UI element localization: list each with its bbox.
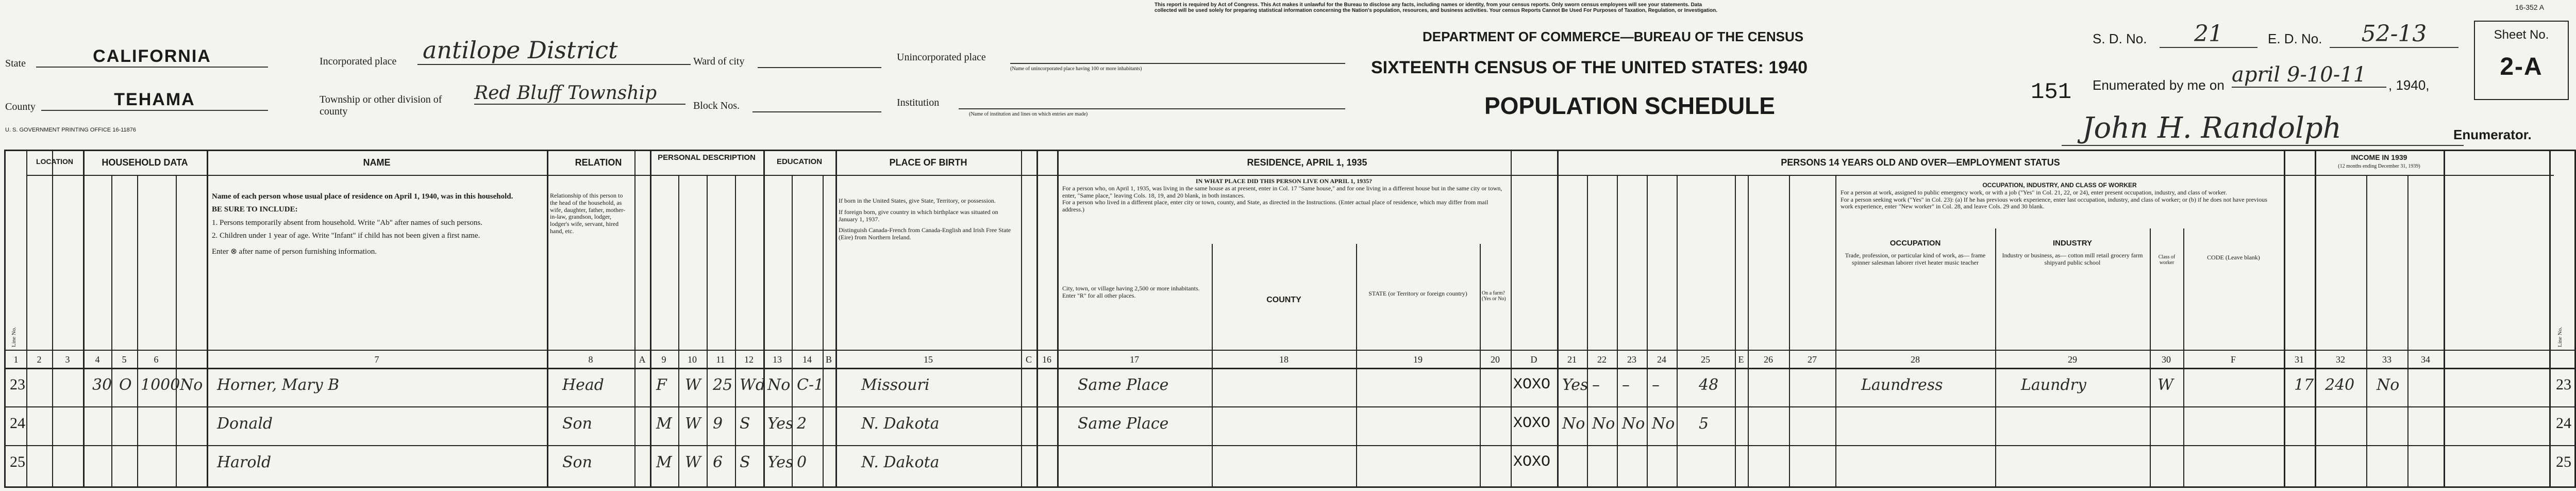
marital-status: S [740, 415, 750, 433]
residence-city: Same Place [1078, 415, 1169, 433]
column-number: 29 [2068, 354, 2077, 365]
col-rule [678, 175, 679, 486]
group-income: INCOME IN 1939 [2351, 153, 2407, 161]
class-of-worker: W [2157, 376, 2173, 394]
birthplace: N. Dakota [861, 453, 940, 471]
column-number: A [639, 354, 646, 365]
col-rule [763, 151, 765, 486]
ward-label: Ward of city [693, 56, 745, 67]
sd-value: 21 [2160, 21, 2257, 48]
column-number: 12 [744, 354, 754, 365]
column-number: 10 [688, 354, 697, 365]
ed-label: E. D. No. [2268, 31, 2322, 46]
wages: 240 [2325, 376, 2355, 394]
person-sex: F [656, 376, 667, 394]
col-rule [2183, 228, 2184, 486]
seeking-work: – [1622, 376, 1630, 394]
residence-code: XOXO [1513, 453, 1551, 471]
marital-status: Wd [740, 376, 766, 394]
industry-desc: Industry or business, as— cotton mill retail grocery farm shipyard public school [2002, 252, 2143, 266]
highest-grade: C-1 [797, 376, 824, 394]
institution-line [959, 93, 1345, 109]
column-number: 11 [716, 354, 725, 365]
col-rule [2366, 175, 2367, 486]
column-number: 18 [1279, 354, 1289, 365]
line-no-header-right: Line No. [2557, 326, 2563, 347]
group-location: LOCATION [36, 157, 74, 166]
person-race: W [685, 376, 701, 394]
occupation-instructions [1841, 182, 2279, 210]
column-number: 4 [95, 354, 100, 365]
column-number: 16 [1042, 354, 1051, 365]
name-instruction: Enter ⊗ after name of person furnishing information. [212, 248, 377, 256]
line-number-right: 23 [2556, 376, 2571, 393]
name-instruction: Name of each person whose usual place of residence on April 1, 1940, was in this household. [212, 192, 513, 201]
col-rule [111, 175, 112, 486]
institution-label: Institution [897, 97, 940, 108]
highest-grade: 2 [797, 415, 807, 433]
col-rule [1356, 244, 1357, 486]
home-value: 1000 [141, 376, 180, 394]
column-number: 27 [1808, 354, 1817, 365]
col-rule [2315, 151, 2316, 486]
other-income: No [2377, 376, 2400, 394]
residence-instruction: For a person who lived in a different place, enter city or town, county, and State, as directed in the Instructions. (Enter actual place of residence, which may differ from mail address.) [1062, 199, 1488, 214]
schedule-title: POPULATION SCHEDULE [1484, 92, 1775, 119]
legal-notice-line: collected will be used solely for preparing statistical information concerning the Nation's population, resources, and business activities. Your census Reports Cannot Be Used For Purposes of Taxation, Regulation, or Investigation. [1155, 8, 1718, 13]
col-rule [1995, 228, 1996, 486]
emergency-work: No [1592, 415, 1615, 433]
farm-residence: No [180, 376, 203, 394]
column-number: 15 [924, 354, 933, 365]
column-number: 14 [802, 354, 812, 365]
column-number: 31 [2295, 354, 2304, 365]
person-name: Horner, Mary B [217, 376, 340, 394]
col-rule [1511, 151, 1512, 486]
enumerated-label: Enumerated by me on [2093, 77, 2224, 93]
line-number: 23 [10, 376, 25, 393]
block-label: Block Nos. [693, 100, 740, 111]
col-rule [650, 151, 651, 486]
owned-rented: O [119, 376, 132, 394]
city-header: City, town, or village having 2,500 or more inhabitants. Enter "R" for all other places. [1062, 285, 1200, 299]
col-rule [792, 175, 793, 486]
county-value: TEHAMA [41, 90, 268, 111]
col-rule [1557, 151, 1559, 486]
col-rule [2150, 228, 2151, 486]
col-rule [176, 175, 177, 486]
col-rule [2407, 175, 2408, 486]
col-rule [1647, 175, 1648, 486]
census-title: SIXTEENTH CENSUS OF THE UNITED STATES: 1940 [1371, 58, 1808, 77]
col-rule [547, 151, 548, 486]
state-header: STATE (or Territory or foreign country) [1368, 290, 1467, 297]
residence-city: Same Place [1078, 376, 1169, 394]
township-label: Township or other division of county [320, 94, 442, 117]
column-number: 33 [2382, 354, 2391, 365]
column-number: 9 [661, 354, 666, 365]
col-rule [1748, 175, 1749, 486]
col-rule [1617, 175, 1618, 486]
form-code: 16-352 A [2515, 3, 2545, 11]
column-number: 19 [1413, 354, 1423, 365]
col-rule [1021, 151, 1022, 486]
column-number: D [1530, 354, 1537, 365]
has-job: No [1652, 415, 1675, 433]
seeking-work: No [1622, 415, 1645, 433]
column-number: 7 [374, 354, 379, 365]
code-header: CODE (Leave blank) [2207, 254, 2260, 261]
legal-notice [1155, 2, 2391, 13]
col-rule [634, 151, 635, 486]
household-number: 30 [92, 376, 112, 394]
column-number: 17 [1130, 354, 1139, 365]
hours-worked: 48 [1699, 376, 1719, 394]
county-label: County [5, 101, 36, 112]
highest-grade: 0 [797, 453, 807, 471]
column-number: 34 [2421, 354, 2430, 365]
column-number: 5 [122, 354, 127, 365]
col-rule [1677, 175, 1678, 486]
occupation-header: OCCUPATION [1889, 239, 1941, 248]
column-number: 2 [37, 354, 42, 365]
person-relation: Head [562, 376, 605, 394]
column-number: F [2230, 354, 2236, 365]
column-number: 8 [588, 354, 593, 365]
line-no-header: Line No. [11, 326, 17, 347]
sheet-box [2474, 21, 2569, 100]
population-table [4, 150, 2576, 488]
weeks-worked: 17 [2294, 376, 2314, 394]
institution-note: (Name of institution and lines on which entries are made) [969, 111, 1088, 117]
residence-instructions [1062, 178, 1506, 214]
unincorporated-note: (Name of unincorporated place having 100 or more inhabitants) [1010, 66, 1142, 72]
person-sex: M [656, 453, 672, 471]
person-race: W [685, 415, 701, 433]
occupation-instruction: For a person seeking work ("Yes" in Col. 23): (a) If he has previous work experience, enter last occupation, industry, and class of worker; or (b) if he does not have previous work experience, enter "New worker" in Col. 28, and leave Cols. 29 and 30 blank. [1841, 195, 2267, 210]
sheet-value: 2-A [2500, 53, 2543, 80]
legal-notice-line: This report is required by Act of Congress. This Act makes it unlawful for the Bureau to disclose any facts, including names or identity, from your census reports. Only sworn census employees will see your statements. Data [1155, 2, 1702, 8]
school-attendance: Yes [767, 453, 794, 471]
industry: Laundry [2021, 376, 2086, 394]
class-header: Class of worker [2158, 254, 2176, 266]
county-header: COUNTY [1266, 296, 1301, 304]
state-value: CALIFORNIA [36, 46, 268, 68]
row-rule [6, 445, 2574, 446]
col-rule [835, 151, 837, 486]
person-age: 6 [713, 453, 723, 471]
colnum-rule [6, 350, 2574, 351]
group-personal: PERSONAL DESCRIPTION [658, 153, 756, 162]
row-rule [6, 406, 2574, 407]
col-rule [52, 151, 53, 486]
column-number: 28 [1911, 354, 1920, 365]
name-instruction: 2. Children under 1 year of age. Write "Infant" if child has not been given a first name. [212, 231, 480, 240]
column-number: 6 [154, 354, 159, 365]
column-number: C [1025, 354, 1032, 365]
ed-value: 52-13 [2330, 21, 2458, 48]
marital-status: S [740, 453, 750, 471]
sheet-label: Sheet No. [2494, 28, 2549, 42]
line-number-right: 25 [2556, 453, 2571, 470]
person-race: W [685, 453, 701, 471]
group-rule [26, 175, 2554, 176]
occupation-desc: Trade, profession, or particular kind of work, as— frame spinner salesman laborer rivet heater music teacher [1845, 252, 1986, 266]
occupation-instruction: For a person at work, assigned to public emergency work, or with a job ("Yes" in Col. 21, 22, or 24), enter present occupation, industry, and class of worker. [1841, 188, 2227, 196]
birthplace: Missouri [861, 376, 930, 394]
col-rule [1587, 175, 1588, 486]
department-title: DEPARTMENT OF COMMERCE—BUREAU OF THE CENSUS [1423, 29, 1804, 44]
group-relation: RELATION [575, 157, 622, 168]
residence-code: XOXO [1513, 376, 1551, 394]
col-rule [1835, 175, 1836, 486]
has-job: – [1652, 376, 1660, 394]
group-employment: PERSONS 14 YEARS OLD AND OVER—EMPLOYMENT STATUS [1781, 157, 2060, 168]
line-number: 24 [10, 415, 25, 432]
stamped-number: 151 [2031, 79, 2072, 105]
enumerator-label: Enumerator. [2453, 127, 2532, 142]
column-number: 1 [13, 354, 19, 365]
col-rule [1057, 151, 1059, 486]
col-rule [2444, 151, 2445, 486]
column-number: E [1738, 354, 1744, 365]
person-age: 9 [713, 415, 723, 433]
industry-header: INDUSTRY [2052, 239, 2093, 248]
school-attendance: No [767, 376, 791, 394]
residence-code: XOXO [1513, 415, 1551, 432]
state-label: State [5, 58, 26, 69]
column-number: 20 [1491, 354, 1500, 365]
incorporated-label: Incorporated place [320, 56, 397, 67]
col-rule [1212, 244, 1213, 486]
enumerated-year: , 1940, [2388, 77, 2430, 93]
col-rule [2549, 151, 2551, 486]
printing-office: U. S. GOVERNMENT PRINTING OFFICE 16-11876 [5, 127, 136, 133]
person-name: Donald [217, 415, 273, 433]
birth-instruction: Distinguish Canada-French from Canada-English and Irish Free State (Eire) from Northern Ireland. [839, 226, 1011, 241]
column-number: 23 [1627, 354, 1636, 365]
col-rule [1735, 175, 1736, 486]
person-relation: Son [562, 453, 592, 471]
col-rule [707, 175, 708, 486]
column-number: 26 [1764, 354, 1773, 365]
col-rule [2284, 151, 2285, 486]
col-rule [83, 151, 85, 486]
township-value: Red Bluff Township [474, 83, 685, 105]
emergency-work: – [1592, 376, 1600, 394]
school-attendance: Yes [767, 415, 794, 433]
group-residence: RESIDENCE, APRIL 1, 1935 [1247, 157, 1367, 168]
ward-line [758, 52, 881, 68]
sd-label: S. D. No. [2093, 31, 2147, 46]
relation-instructions: Relationship of this person to the head of the household, as wife, daughter, father, mother-in-law, grandson, lodger, lodger's wife, servant, hired hand, etc. [550, 192, 626, 235]
column-number: 22 [1597, 354, 1607, 365]
line-number: 25 [10, 453, 25, 470]
residence-instruction: For a person who, on April 1, 1935, was living in the same house as at present, enter in Col. 17 "Same house," and for one living in a different house but in the same city or town, enter, "Same place," leaving Cols. 18, 19, and 20 blank, in both instances. [1062, 184, 1502, 199]
person-sex: M [656, 415, 672, 433]
col-rule [823, 175, 824, 486]
col-rule [137, 175, 138, 486]
person-age: 25 [713, 376, 733, 394]
name-instructions [212, 192, 542, 256]
col-rule [735, 175, 736, 486]
birth-instruction: If born in the United States, give State, Territory, or possession. [839, 197, 996, 204]
col-rule [26, 151, 27, 486]
column-number: 30 [2162, 354, 2171, 365]
income-note: (12 months ending December 31, 1939) [2338, 163, 2420, 169]
name-instruction: BE SURE TO INCLUDE: [212, 205, 298, 214]
data-top-rule [6, 368, 2574, 369]
person-name: Harold [217, 453, 272, 471]
unincorporated-label: Unincorporated place [897, 52, 986, 63]
column-number: 32 [2336, 354, 2345, 365]
block-line [752, 96, 881, 112]
birth-instruction: If foreign born, give country in which birthplace was situated on January 1, 1937. [839, 208, 998, 223]
column-number: 3 [65, 354, 70, 365]
group-household: HOUSEHOLD DATA [102, 157, 188, 168]
unincorporated-line [1010, 47, 1345, 64]
name-instruction: 1. Persons temporarily absent from household. Write "Ab" after names of such persons. [212, 218, 482, 227]
hours-worked: 5 [1699, 415, 1709, 433]
col-rule [207, 151, 208, 486]
at-work: Yes [1562, 376, 1588, 394]
group-education: EDUCATION [776, 157, 823, 166]
birth-instructions [839, 198, 1014, 241]
column-number: 21 [1567, 354, 1577, 365]
birthplace: N. Dakota [861, 415, 940, 433]
occupation-title: OCCUPATION, INDUSTRY, AND CLASS OF WORKER [1982, 182, 2137, 189]
line-number-right: 24 [2556, 415, 2571, 432]
incorporated-value: antilope District [417, 36, 691, 65]
at-work: No [1562, 415, 1585, 433]
col-rule [1789, 175, 1790, 486]
col-rule [1480, 244, 1481, 486]
group-birth: PLACE OF BIRTH [889, 157, 967, 168]
column-number: 24 [1657, 354, 1666, 365]
enumerated-date: april 9-10-11 [2232, 63, 2386, 88]
occupation: Laundress [1861, 376, 1943, 394]
person-relation: Son [562, 415, 592, 433]
residence-instruction: IN WHAT PLACE DID THIS PERSON LIVE ON APRIL 1, 1935? [1195, 177, 1373, 185]
group-name: NAME [363, 157, 391, 168]
enumerator-signature: John H. Randolph [2062, 111, 2464, 146]
col-rule [1036, 151, 1038, 486]
farm-header: On a farm? (Yes or No) [1482, 290, 1506, 302]
column-number: 25 [1701, 354, 1710, 365]
column-number: 13 [773, 354, 782, 365]
column-number: B [825, 354, 832, 365]
